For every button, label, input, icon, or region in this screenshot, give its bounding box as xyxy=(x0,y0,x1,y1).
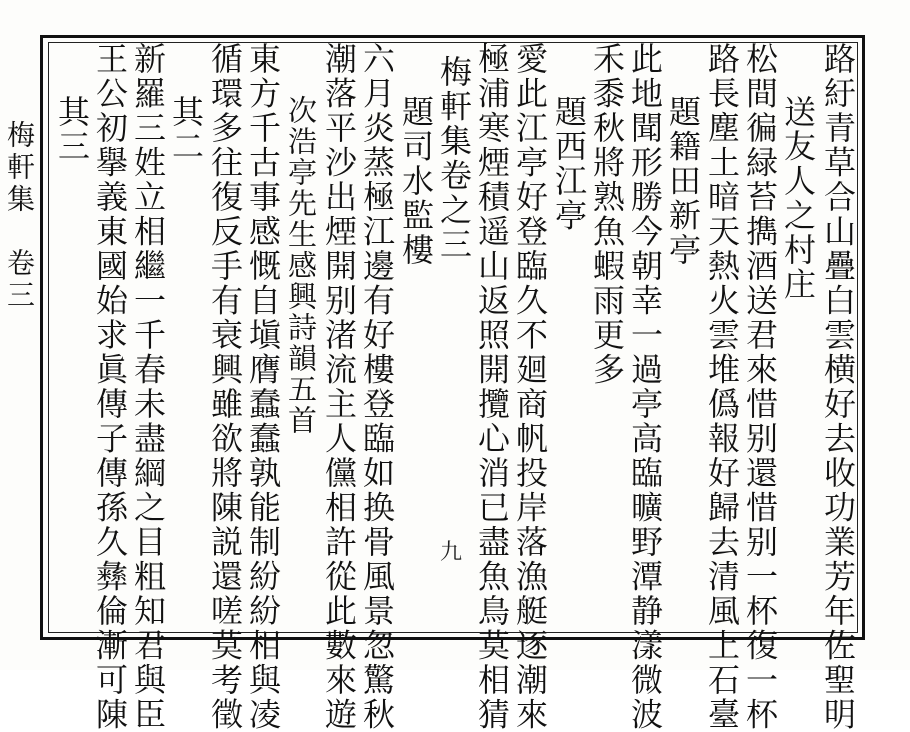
text-column: 王公初擧義東國始求眞傳子傳孫久彝倫漸可陳 xyxy=(91,42,129,732)
text-column: 極浦寒煙積遥山返照開攬心消已盡魚鳥莫相猜 xyxy=(473,42,511,732)
text-column: 潮落平沙出煙開别渚流主人儻相許從此數來遊 xyxy=(320,42,358,732)
text-column: 此地聞形勝今朝幸一過亭高臨曠野潭静漾微波 xyxy=(626,42,664,732)
text-column: 禾黍秋將熟魚蝦雨更多 xyxy=(588,42,626,387)
text-column: 六月炎蒸極江邊有好樓登臨如换骨風景忽驚秋 xyxy=(358,42,396,732)
poem-title: 次浩亭先生感興詩韻五首 xyxy=(284,95,318,436)
text-column: 路紆青草合山疊白雲横好去收功業芳年佐聖明 xyxy=(819,42,857,732)
text-column: 松間徧緑苔擕酒送君來惜别還惜别一杯復一杯 xyxy=(741,42,779,732)
poem-title: 送友人之村庄 xyxy=(779,95,817,302)
text-column: 循環多往復反手有衰興雖欲將陳説還嗟莫考徵 xyxy=(206,42,244,732)
text-column: 新羅三姓立相繼一千春未盡綱之目粗知君與臣 xyxy=(129,42,167,732)
text-column: 路長塵土暗天熱火雲堆僞報好歸去清風上石臺 xyxy=(703,42,741,732)
block-print-margin-title: 梅軒集卷之三 xyxy=(435,55,473,262)
running-head: 梅軒集 卷三 xyxy=(3,120,36,312)
poem-title: 題籍田新亭 xyxy=(664,95,702,268)
folio-number: 九 xyxy=(440,540,463,565)
text-column: 東方千古事感慨自塡膺蠢蠢孰能制紛紛相與凌 xyxy=(244,42,282,732)
poem-title: 題西江亭 xyxy=(550,95,588,233)
poem-title: 其二 xyxy=(167,95,205,164)
poem-title: 題司水監樓 xyxy=(397,95,435,268)
text-column: 愛此江亭好登臨久不廻商帆投岸落漁艇逐潮來 xyxy=(511,42,549,732)
poem-title: 其三 xyxy=(53,95,91,164)
